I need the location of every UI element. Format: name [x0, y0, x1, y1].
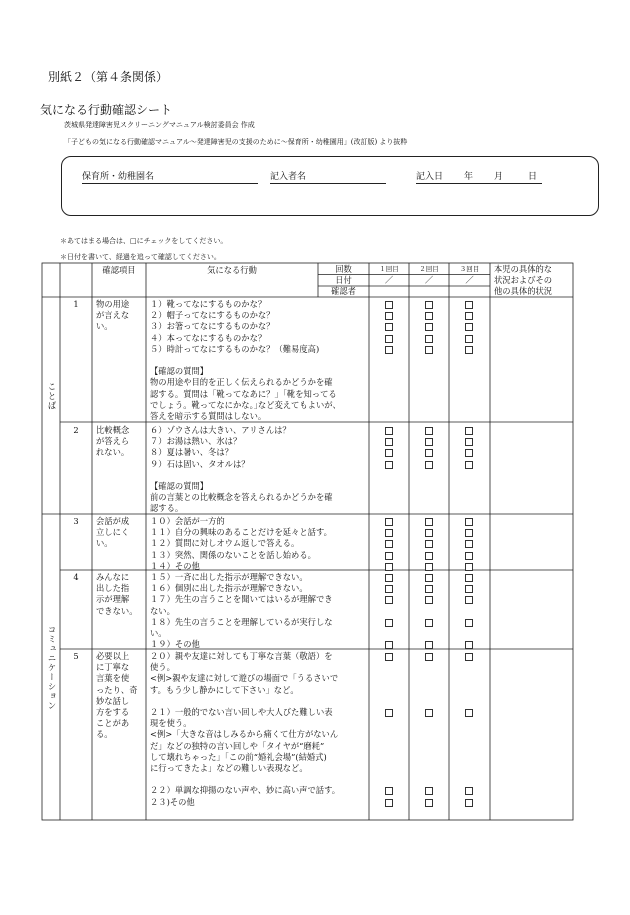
item-label-line: る。	[96, 729, 113, 740]
behavior-line: ３）お箸ってなにするものかな？	[150, 321, 275, 332]
behavior-line: でしょう。靴ってなにかな。｣など変えてもよいが、	[150, 399, 341, 410]
header-item: 確認項目	[102, 265, 136, 275]
behavior-line: ８）夏は暑い、冬は？	[150, 447, 233, 458]
item-label-line: 方をする	[96, 707, 130, 717]
item-label-line: みんなに	[96, 572, 130, 582]
item-label-line: が答えら	[96, 436, 130, 447]
author-org: 茨城県発達障害児スクリーニングマニュアル検討委員会 作成	[64, 121, 255, 129]
behavior-line: ６）ゾウさんは大きい、アリさんは？	[150, 425, 291, 435]
row-number: 1	[73, 299, 79, 309]
month-label: 月	[494, 172, 504, 182]
header-situation-line: 本児の具体的な	[494, 264, 553, 274]
checkbox[interactable]	[385, 574, 393, 582]
item-label-line: ったり、奇	[96, 684, 138, 695]
checkbox[interactable]	[465, 574, 473, 582]
item-label-line: 必要以上	[96, 651, 130, 661]
checkbox[interactable]	[385, 312, 393, 320]
date-slash-3[interactable]: ／	[465, 275, 474, 285]
checkbox[interactable]	[425, 653, 433, 661]
checkbox[interactable]	[465, 552, 473, 560]
behavior-line: 答えを暗示する質問はしない。	[150, 411, 267, 421]
behavior-line: ２）帽子ってなにするものかな？	[150, 310, 275, 321]
checkbox[interactable]	[425, 709, 433, 717]
checkbox[interactable]	[385, 585, 393, 593]
row-number: 4	[73, 572, 79, 582]
behavior-line: ９）石は固い、タオルは？	[150, 458, 250, 469]
item-label-line: 比較概念	[96, 425, 130, 435]
checkbox[interactable]	[465, 540, 473, 548]
checkbox[interactable]	[425, 518, 433, 526]
checkbox[interactable]	[385, 335, 393, 343]
checkbox[interactable]	[465, 301, 473, 309]
behavior-line: １３）突然、関係のないことを話し始める。	[150, 549, 316, 560]
item-label-line: 立しにく	[96, 527, 130, 538]
row-number: 5	[73, 651, 79, 661]
behavior-line: １７）先生の言うことを聞いてはいるが理解でき	[150, 594, 333, 605]
checkbox[interactable]	[425, 799, 433, 807]
checkbox[interactable]	[385, 461, 393, 469]
behavior-line: <例>「大きな音はしみるから痛くて仕方がないん	[150, 729, 339, 740]
checkbox[interactable]	[385, 709, 393, 717]
checkbox[interactable]	[465, 563, 473, 571]
checkbox[interactable]	[465, 438, 473, 446]
behavior-line: １４）その他	[150, 560, 200, 571]
checkbox[interactable]	[425, 449, 433, 457]
item-label-line: できない。	[96, 605, 138, 616]
date-slash-2[interactable]: ／	[424, 275, 434, 285]
date-label: 記入日	[416, 172, 444, 182]
checkbox[interactable]	[425, 438, 433, 446]
checkbox[interactable]	[465, 449, 473, 457]
checkbox[interactable]	[385, 540, 393, 548]
row-number: 2	[73, 425, 79, 435]
appendix-label: 別紙２（第４条関係）	[48, 70, 169, 84]
checkbox[interactable]	[465, 596, 473, 604]
checkbox[interactable]	[385, 449, 393, 457]
item-label-line: 言葉を使	[96, 673, 130, 684]
page-title: 気になる行動確認シート	[40, 103, 173, 117]
checkbox[interactable]	[465, 619, 473, 627]
behavior-line: に行ってきたよ」などの難しい表現など。	[150, 763, 308, 773]
header-situation-line: 他の具体的状況	[494, 286, 553, 297]
checkbox[interactable]	[385, 346, 393, 354]
behavior-line: １０）会話が一方的	[150, 516, 225, 526]
checkbox[interactable]	[465, 787, 473, 795]
behavior-line: ４）本ってなにするものかな？	[150, 332, 267, 343]
behavior-line: 前の言葉との比較概念を答えられるかどうかを確	[150, 492, 333, 503]
checkbox[interactable]	[425, 585, 433, 593]
behavior-line: １６）個別に出した指示が理解できない。	[150, 583, 308, 594]
checkbox[interactable]	[385, 323, 393, 331]
checkbox[interactable]	[425, 346, 433, 354]
header-round-1: １回目	[379, 265, 399, 273]
behavior-line: い。	[150, 628, 167, 638]
behavior-line: １１）自分の興味のあることだけを延々と話す。	[150, 527, 332, 538]
header-situation	[494, 264, 552, 298]
behavior-line: して壊れちゃった」「この前“婚礼会場”(結婚式)	[150, 751, 327, 762]
checkbox[interactable]	[425, 461, 433, 469]
item-label-line: 示が理解	[96, 594, 130, 605]
behavior-line: １）靴ってなにするものかな？	[150, 299, 267, 309]
checkbox[interactable]	[425, 596, 433, 604]
behavior-line: １８）先生の言うことを理解しているが実行しな	[150, 616, 333, 627]
behavior-line: 認する。質問は「靴ってなあに？」｢靴を知ってる	[150, 388, 337, 399]
checkbox[interactable]	[385, 787, 393, 795]
behavior-line: 使う。	[150, 662, 175, 673]
checkbox[interactable]	[385, 641, 393, 649]
behavior-line: 認する。	[150, 503, 184, 514]
behavior-line: １２）質問に対しオウム返しで答える。	[150, 538, 300, 549]
checkbox[interactable]	[465, 323, 473, 331]
checkbox[interactable]	[465, 709, 473, 717]
header-situation-line: 状況およびその	[494, 275, 553, 286]
checkbox[interactable]	[385, 529, 393, 537]
checkbox[interactable]	[465, 799, 473, 807]
header-behavior: 気になる行動	[207, 265, 257, 275]
behavior-line: １５）一斉に出した指示が理解できない。	[150, 572, 308, 582]
checkbox[interactable]	[385, 799, 393, 807]
checkbox[interactable]	[425, 641, 433, 649]
checkbox[interactable]	[465, 653, 473, 661]
checkbox[interactable]	[385, 563, 393, 571]
note-date: ＊日付を書いて、経過を追って確認してください。	[60, 253, 221, 261]
header-checker: 確認者	[331, 286, 356, 296]
checkbox[interactable]	[425, 301, 433, 309]
item-label-line: に丁寧な	[96, 662, 130, 673]
checkbox[interactable]	[465, 585, 473, 593]
item-label-line: が言えな	[96, 310, 130, 321]
checkbox[interactable]	[425, 335, 433, 343]
behavior-line: ２１）一般的でない言い回しや大人びた難しい表	[150, 707, 333, 717]
behavior-line: ２３)その他	[150, 796, 195, 807]
header-round-2: ２回目	[419, 265, 439, 273]
checkbox[interactable]	[425, 787, 433, 795]
checkbox[interactable]	[465, 312, 473, 320]
facility-label: 保育所・幼稚園名	[82, 172, 155, 182]
behavior-line: だ」などの独特の言い回しや「タイヤが“磨耗”	[150, 740, 325, 751]
behavior-line: ５）時計ってなにするものかな？（難易度高)	[150, 343, 320, 354]
checkbox[interactable]	[385, 596, 393, 604]
behavior-line: <例>親や友達に対して遊びの場面で「うるさいで	[150, 673, 339, 684]
checkbox[interactable]	[425, 540, 433, 548]
checkbox[interactable]	[385, 518, 393, 526]
note-check: ＊あてはまる場合は、□にチェックをしてください。	[60, 237, 228, 245]
item-label-line: 出した指	[96, 583, 130, 594]
checkbox[interactable]	[425, 323, 433, 331]
checkbox[interactable]	[385, 619, 393, 627]
behavior-line: 【確認の質問】	[150, 366, 209, 377]
header-date: 日付	[335, 275, 352, 285]
source-note: 「子どもの気になる行動確認マニュアル～発達障害児の支援のために～保育所・幼稚園用」(改訂版) より抜粋	[64, 138, 408, 146]
day-label: 日	[528, 172, 538, 182]
behavior-line: 【確認の質問】	[150, 481, 209, 491]
behavior-line: １９）その他	[150, 639, 200, 650]
recorder-label: 記入者名	[270, 172, 307, 182]
checkbox[interactable]	[465, 335, 473, 343]
checkbox[interactable]	[425, 552, 433, 560]
behavior-line: 物の用途や目的を正しく伝えられるかどうかを確	[150, 377, 333, 388]
behavior-line: ７）お湯は熱い、氷は？	[150, 436, 242, 447]
checkbox[interactable]	[425, 619, 433, 627]
checkbox[interactable]	[425, 563, 433, 571]
category-communication: コミュニケーション	[46, 625, 56, 711]
behavior-line: す。もう少し静かにして下さい」など。	[150, 684, 299, 695]
checkbox[interactable]	[465, 518, 473, 526]
item-label-line: ことがあ	[96, 718, 130, 729]
checkbox[interactable]	[385, 552, 393, 560]
checkbox[interactable]	[425, 312, 433, 320]
checkbox[interactable]	[385, 438, 393, 446]
checkbox[interactable]	[385, 653, 393, 661]
checkbox[interactable]	[465, 427, 473, 435]
year-label: 年	[464, 172, 474, 182]
checkbox[interactable]	[425, 574, 433, 582]
behavior-line: ２２）単調な抑揚のない声や、妙に高い声で話す。	[150, 785, 341, 796]
item-label-line: れない。	[96, 447, 130, 458]
category-language: ことば	[46, 382, 56, 411]
checkbox[interactable]	[465, 461, 473, 469]
behavior-line: 現を使う。	[150, 718, 192, 729]
header-round-3: ３回目	[459, 265, 480, 273]
checkbox[interactable]	[425, 427, 433, 435]
item-label-line: 会話が成	[96, 516, 130, 526]
item-label-line: い。	[96, 321, 113, 332]
date-slash-1[interactable]: ／	[384, 275, 394, 285]
checkbox[interactable]	[465, 529, 473, 537]
header-count: 回数	[335, 264, 352, 274]
behavior-line: ない。	[150, 605, 175, 616]
item-label-line: 物の用途	[96, 299, 130, 309]
checkbox[interactable]	[385, 427, 393, 435]
checkbox[interactable]	[465, 641, 473, 649]
row-number: 3	[73, 516, 79, 526]
item-label-line: 妙な話し	[96, 695, 130, 706]
checkbox[interactable]	[465, 346, 473, 354]
checkbox[interactable]	[385, 301, 393, 309]
item-label-line: い。	[96, 538, 113, 549]
behavior-line: ２０）親や友達に対しても丁寧な言葉（敬語）を	[150, 651, 333, 661]
checkbox[interactable]	[425, 529, 433, 537]
